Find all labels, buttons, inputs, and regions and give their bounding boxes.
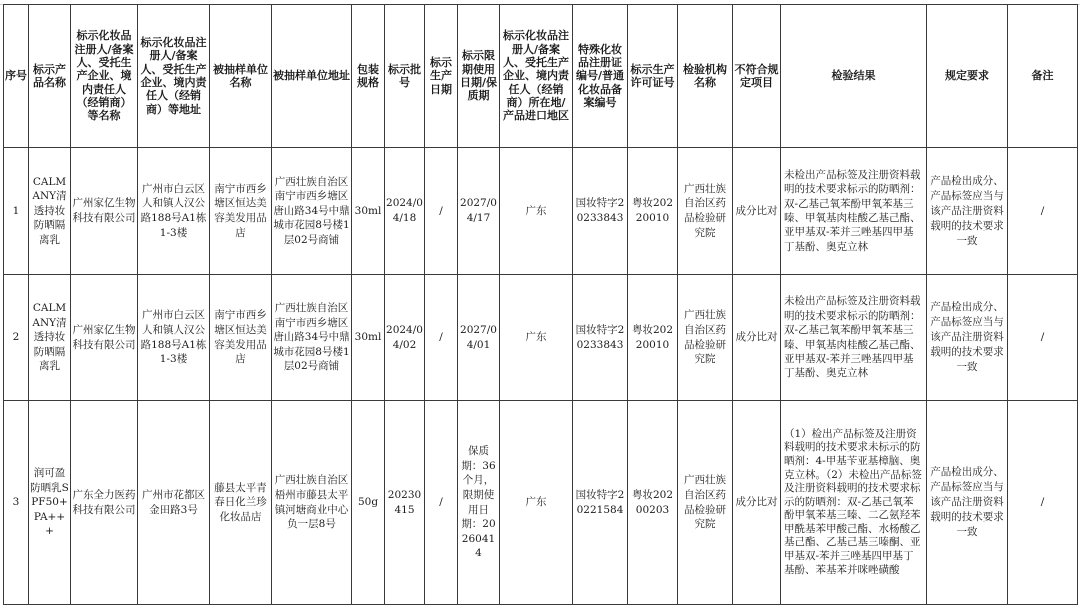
inspection-table [3,4,1078,605]
cell-production-date: / [425,401,458,605]
cell-license-no: 粤妆20220010 [628,148,678,275]
cell-expiry: 2027/04/17 [458,148,500,275]
cell-product: CALMANY清透持妆防晒隔离乳 [29,148,71,275]
cell-sampled-unit: 南宁市西乡塘区恒达美容美发用品店 [210,148,272,275]
col-header-license-no: 标示生产许可证号 [628,5,678,148]
table-row [4,275,1078,401]
col-header-company-name: 标示化妆品注册人/备案人、受托生产企业、境内责任人（经销商）等名称 [71,5,138,148]
cell-nonconforming-item: 成分比对 [733,275,781,401]
cell-product: 润可盈防晒乳SPF50+PA+++ [29,401,71,605]
cell-company-address: 广州市花都区金田路3号 [138,401,210,605]
col-header-sampled-unit: 被抽样单位名称 [210,5,272,148]
col-header-sampled-address: 被抽样单位地址 [272,5,352,148]
table-header-row [4,5,1078,148]
cell-batch: 2024/04/02 [385,275,425,401]
col-header-nonconforming-item: 不符合规定项目 [733,5,781,148]
cell-company-name: 广东全力医药科技有限公司 [71,401,138,605]
col-header-requirement: 规定要求 [927,5,1008,148]
cell-package: 50g [352,401,385,605]
col-header-no: 序号 [4,5,29,148]
cell-requirement: 产品检出成分、产品标签应当与该产品注册资料载明的技术要求一致 [927,148,1008,275]
cell-no: 1 [4,148,29,275]
cell-nonconforming-item: 成分比对 [733,401,781,605]
cell-registration-no: 国妆特字20233843 [573,148,628,275]
cell-production-date: / [425,275,458,401]
col-header-production-date: 标示生产日期 [425,5,458,148]
col-header-company-address: 标示化妆品注册人/备案人、受托生产企业、境内责任人（经销商）等地址 [138,5,210,148]
cell-result: 未检出产品标签及注册资料载明的技术要求标示的防晒剂：双-乙基己氧苯酚甲氧苯基三嗪、甲氧基肉桂酸乙基己酯、亚甲基双-苯并三唑基四甲基丁基酚、奥克立林 [781,275,927,401]
cell-package: 30ml [352,148,385,275]
cell-requirement: 产品检出成分、产品标签应当与该产品注册资料载明的技术要求一致 [927,275,1008,401]
cell-result: 未检出产品标签及注册资料载明的技术要求标示的防晒剂：双-乙基己氧苯酚甲氧苯基三嗪、甲氧基肉桂酸乙基己酯、亚甲基双-苯并三唑基四甲基丁基酚、奥克立林 [781,148,927,275]
col-header-institution: 检验机构名称 [678,5,733,148]
cell-sampled-unit: 南宁市西乡塘区恒达美容美发用品店 [210,275,272,401]
cell-region: 广东 [500,148,573,275]
cell-sampled-address: 广西壮族自治区南宁市西乡塘区唐山路34号中鼎城市花园8号楼1层02号商铺 [272,275,352,401]
cell-company-name: 广州家亿生物科技有限公司 [71,275,138,401]
cell-company-address: 广州市白云区人和镇人汉公路188号A1栋1-3楼 [138,275,210,401]
cell-sampled-address: 广西壮族自治区梧州市藤县太平镇河塘商业中心负一层8号 [272,401,352,605]
cell-expiry: 保质期：36个月，限期使用日期：20260414 [458,401,500,605]
col-header-remark: 备注 [1008,5,1078,148]
col-header-package: 包装规格 [352,5,385,148]
cell-nonconforming-item: 成分比对 [733,148,781,275]
cell-license-no: 粤妆20200203 [628,401,678,605]
cell-package: 30ml [352,275,385,401]
cell-production-date: / [425,148,458,275]
cell-license-no: 粤妆20220010 [628,275,678,401]
col-header-product: 标示产品名称 [29,5,71,148]
cell-no: 3 [4,401,29,605]
cell-remark: / [1008,401,1078,605]
col-header-expiry: 标示限期使用日期/保质期 [458,5,500,148]
cell-no: 2 [4,275,29,401]
cell-registration-no: 国妆特字20221584 [573,401,628,605]
cell-region: 广东 [500,275,573,401]
col-header-batch: 标示批号 [385,5,425,148]
cell-requirement: 产品检出成分、产品标签应当与该产品注册资料载明的技术要求一致 [927,401,1008,605]
cell-company-address: 广州市白云区人和镇人汉公路188号A1栋1-3楼 [138,148,210,275]
table-row [4,148,1078,275]
cell-product: CALMANY清透持妆防晒隔离乳 [29,275,71,401]
cell-batch: 20230415 [385,401,425,605]
table-row [4,401,1078,605]
col-header-registration-no: 特殊化妆品注册证编号/普通化妆品备案编号 [573,5,628,148]
cell-registration-no: 国妆特字20233843 [573,275,628,401]
cell-batch: 2024/04/18 [385,148,425,275]
cell-sampled-address: 广西壮族自治区南宁市西乡塘区唐山路34号中鼎城市花园8号楼1层02号商铺 [272,148,352,275]
cell-institution: 广西壮族自治区药品检验研究院 [678,148,733,275]
cell-institution: 广西壮族自治区药品检验研究院 [678,401,733,605]
cell-region: 广东 [500,401,573,605]
cell-result: （1）检出产品标签及注册资料载明的技术要求未标示的防晒剂：4-甲基苄亚基樟脑、奥克立林。（2）未检出产品标签及注册资料载明的技术要求标示的防晒剂：双-乙基己氧苯酚甲氧苯基三嗪、二乙氨羟苯甲酰基苯甲酸己酯、水杨酸乙基己酯、乙基己基三嗪酮、亚甲基双-苯并三唑基四甲基丁基酚、苯基苯并咪唑磺酸 [781,401,927,605]
cell-remark: / [1008,275,1078,401]
cell-expiry: 2027/04/01 [458,275,500,401]
col-header-result: 检验结果 [781,5,927,148]
cell-sampled-unit: 藤县太平青春日化兰珍化妆品店 [210,401,272,605]
cell-company-name: 广州家亿生物科技有限公司 [71,148,138,275]
cell-institution: 广西壮族自治区药品检验研究院 [678,275,733,401]
cell-remark: / [1008,148,1078,275]
col-header-region: 标示化妆品注册人/备案人、受托生产企业、境内责任人（经销商）所在地/产品进口地区 [500,5,573,148]
